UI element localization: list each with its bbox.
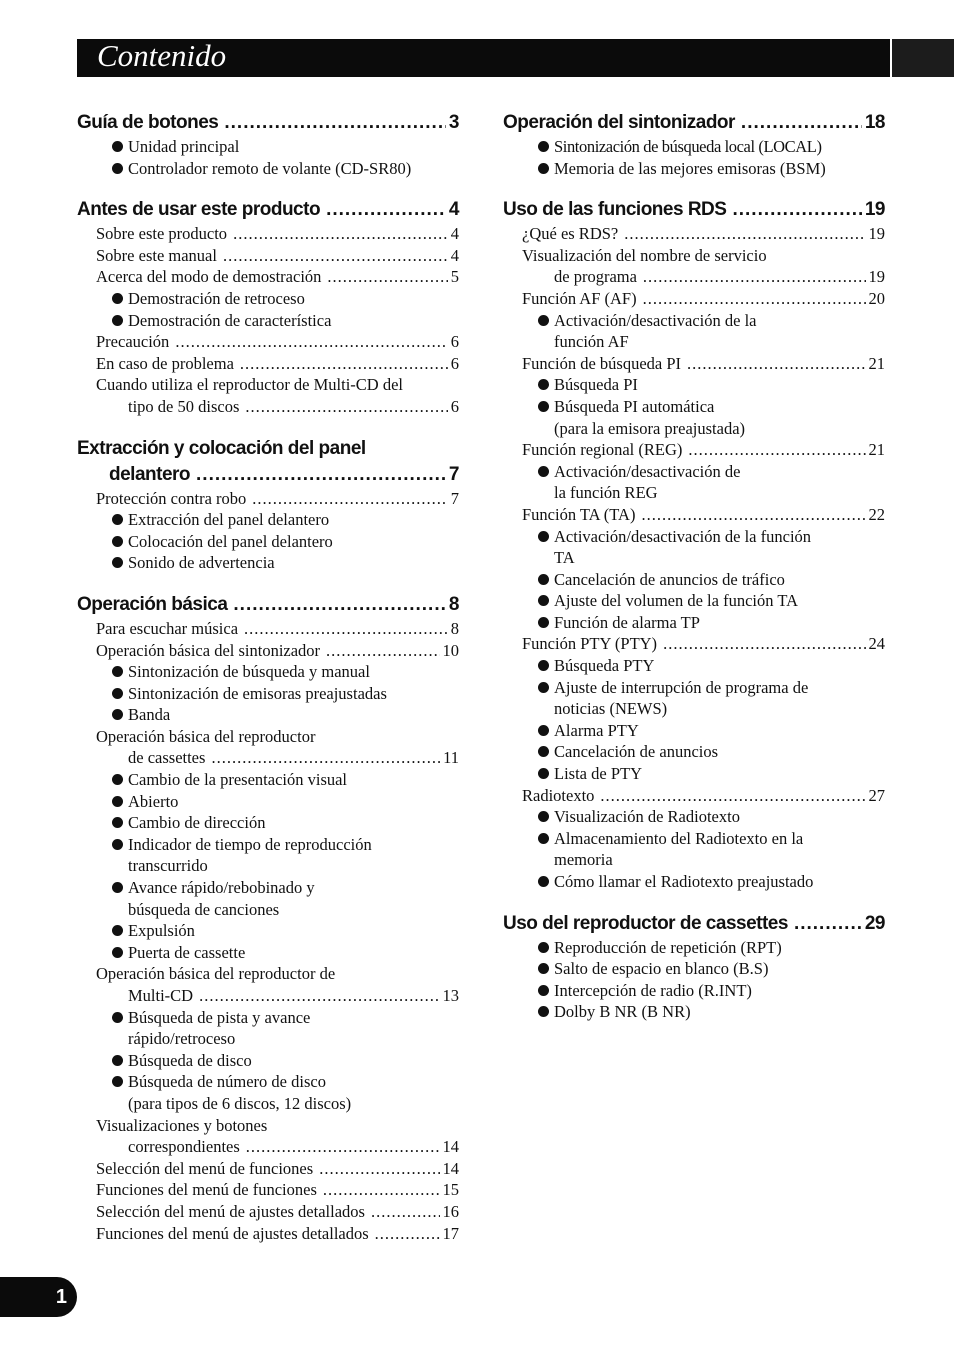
- bullet-label: Abierto: [128, 791, 179, 811]
- bullet-icon: [538, 876, 549, 887]
- bullet-icon: [112, 315, 123, 326]
- bullet-label: Cambio de la presentación visual: [128, 770, 348, 790]
- toc-section-extraccion[interactable]: [77, 462, 459, 488]
- toc-bullet-item[interactable]: [503, 720, 885, 742]
- dot-leader: [687, 353, 865, 375]
- toc-section-operacion-basica[interactable]: [77, 592, 459, 618]
- bullet-label: Búsqueda de número de disco: [128, 1072, 326, 1092]
- bullet-label: Demostración de característica: [128, 310, 332, 330]
- dot-leader: [233, 223, 448, 245]
- toc-entry[interactable]: [77, 1136, 459, 1158]
- entry-label: Visualizaciones y botones: [96, 1115, 268, 1135]
- toc-bullet-item[interactable]: [77, 704, 459, 726]
- dot-leader: [233, 592, 446, 618]
- toc-bullet-item[interactable]: [77, 812, 459, 834]
- toc-entry[interactable]: [77, 488, 459, 510]
- toc-section-antes-de-usar[interactable]: [77, 197, 459, 223]
- bullet-icon: [112, 163, 123, 174]
- entry-label: Operación básica del sintonizador: [96, 640, 321, 660]
- toc-bullet-item[interactable]: [77, 310, 459, 332]
- toc-section-guia-botones[interactable]: [77, 110, 459, 136]
- toc-bullet-item[interactable]: [503, 763, 885, 785]
- bullet-label: Ajuste del volumen de la función TA: [554, 591, 798, 611]
- dot-leader: [196, 462, 446, 488]
- toc-bullet-item[interactable]: [77, 136, 459, 158]
- bullet-icon: [538, 746, 549, 757]
- bullet-label: Unidad principal: [128, 137, 240, 156]
- toc-bullet-item[interactable]: [503, 590, 885, 612]
- bullet-icon: [112, 839, 123, 850]
- bullet-icon: [538, 811, 549, 822]
- entry-label: En caso de problema: [96, 353, 234, 373]
- entry-page: 15: [442, 1180, 459, 1200]
- dot-leader: [643, 266, 866, 288]
- bullet-icon: [538, 985, 549, 996]
- toc-entry[interactable]: [503, 633, 885, 655]
- section-page: 7: [448, 463, 459, 485]
- section-page: 4: [448, 199, 459, 221]
- dot-leader: [319, 1158, 439, 1180]
- dot-leader: [371, 1201, 440, 1223]
- entry-page: 27: [868, 785, 885, 805]
- bullet-icon: [112, 796, 123, 807]
- entry-page: 5: [450, 267, 459, 287]
- bullet-label: Sonido de advertencia: [128, 553, 275, 573]
- bullet-icon: [538, 315, 549, 326]
- toc-entry[interactable]: [77, 747, 459, 769]
- entry-label: de programa: [554, 267, 637, 287]
- bullet-icon: [112, 709, 123, 720]
- section-page: 29: [864, 912, 885, 934]
- bullet-icon: [112, 688, 123, 699]
- bullet-label: Sintonización de búsqueda local (LOCAL): [554, 137, 822, 156]
- entry-label: Función TA (TA): [522, 504, 636, 524]
- section-title: Uso del reproductor de cassettes: [503, 912, 788, 934]
- bullet-icon: [538, 141, 549, 152]
- bullet-icon: [112, 141, 123, 152]
- bullet-label: Activación/desactivación de la función: [554, 526, 812, 546]
- bullet-label: Expulsión: [128, 921, 195, 941]
- toc-bullet-item[interactable]: [77, 683, 459, 705]
- toc-entry-line[interactable]: [77, 963, 459, 985]
- bullet-icon: [112, 1012, 123, 1023]
- dot-leader: [641, 504, 865, 526]
- dot-leader: [240, 353, 448, 375]
- bullet-label: Extracción del panel delantero: [128, 510, 330, 530]
- bullet-label: Salto de espacio en blanco (B.S): [554, 959, 769, 979]
- page-title: Contenido: [97, 38, 227, 73]
- toc-bullet-item[interactable]: [503, 526, 885, 548]
- bullet-continuation: noticias (NEWS): [554, 699, 668, 719]
- entry-page: 4: [450, 245, 459, 265]
- toc-entry[interactable]: [77, 353, 459, 375]
- entry-label: Función de búsqueda PI: [522, 353, 682, 373]
- entry-label: de cassettes: [128, 748, 206, 768]
- toc-right-column: [503, 110, 885, 1023]
- bullet-continuation: (para la emisora preajustada): [554, 418, 746, 438]
- bullet-icon: [538, 768, 549, 779]
- entry-page: 21: [868, 440, 885, 460]
- toc-bullet-item[interactable]: [77, 834, 459, 856]
- bullet-label: Colocación del panel delantero: [128, 531, 333, 551]
- bullet-icon: [538, 833, 549, 844]
- entry-page: 11: [443, 748, 459, 768]
- toc-bullet-item[interactable]: [503, 310, 885, 332]
- toc-bullet-item[interactable]: [503, 655, 885, 677]
- title-bar-tab: [892, 39, 954, 77]
- toc-bullet-item[interactable]: [503, 612, 885, 634]
- dot-leader: [245, 396, 447, 418]
- bullet-continuation: la función REG: [554, 483, 658, 503]
- bullet-icon: [538, 942, 549, 953]
- section-title: Uso de las funciones RDS: [503, 199, 727, 221]
- toc-entry[interactable]: [77, 223, 459, 245]
- section-title: Antes de usar este producto: [77, 199, 321, 221]
- toc-entry[interactable]: [503, 266, 885, 288]
- dot-leader: [741, 110, 862, 136]
- toc-bullet-item[interactable]: [503, 569, 885, 591]
- toc-bullet-item[interactable]: [77, 769, 459, 791]
- bullet-label: Búsqueda PTY: [554, 656, 655, 676]
- toc-bullet-item[interactable]: [77, 920, 459, 942]
- toc-entry[interactable]: [503, 439, 885, 461]
- section-title: Operación básica: [77, 593, 228, 615]
- entry-page: 4: [450, 224, 459, 244]
- dot-leader: [246, 1136, 440, 1158]
- bullet-icon: [112, 1076, 123, 1087]
- toc-entry[interactable]: [77, 266, 459, 288]
- bullet-label: Búsqueda PI automática: [554, 396, 715, 416]
- bullet-continuation: rápido/retroceso: [128, 1029, 236, 1049]
- bullet-label: Ajuste de interrupción de programa de: [554, 677, 809, 697]
- entry-label: Operación básica del reproductor de: [96, 964, 336, 984]
- dot-leader: [663, 633, 865, 655]
- dot-leader: [323, 1179, 440, 1201]
- toc-entry[interactable]: [77, 1158, 459, 1180]
- bullet-icon: [538, 682, 549, 693]
- entry-label: Selección del menú de ajustes detallados: [96, 1201, 365, 1221]
- toc-entry[interactable]: [77, 245, 459, 267]
- toc-entry-line[interactable]: [77, 1115, 459, 1137]
- page-number: 1: [55, 1286, 67, 1308]
- toc-section-cassettes[interactable]: [503, 911, 885, 937]
- bullet-label: Controlador remoto de volante (CD-SR80): [128, 158, 412, 178]
- entry-label: Función AF (AF): [522, 288, 637, 308]
- bullet-icon: [112, 882, 123, 893]
- toc-section-extraccion-title[interactable]: [77, 436, 459, 462]
- toc-entry[interactable]: [503, 353, 885, 375]
- bullet-continuation: función AF: [554, 332, 629, 352]
- entry-page: 14: [442, 1158, 459, 1178]
- toc-bullet-item[interactable]: [503, 806, 885, 828]
- section-page: 19: [864, 199, 885, 221]
- toc-bullet-item[interactable]: [503, 958, 885, 980]
- bullet-icon: [538, 963, 549, 974]
- section-title-cont: delantero: [109, 463, 191, 485]
- entry-label: Sobre este producto: [96, 224, 228, 244]
- toc-bullet-item[interactable]: [503, 136, 885, 158]
- dot-leader: [794, 911, 862, 937]
- bullet-icon: [538, 1006, 549, 1017]
- dot-leader: [688, 439, 865, 461]
- toc-bullet-item[interactable]: [503, 374, 885, 396]
- bullet-icon: [112, 817, 123, 828]
- bullet-label: Activación/desactivación de la: [554, 310, 757, 330]
- bullet-label: Almacenamiento del Radiotexto en la: [554, 828, 804, 848]
- bullet-label: Búsqueda PI: [554, 375, 638, 395]
- dot-leader: [199, 985, 439, 1007]
- bullet-icon: [112, 666, 123, 677]
- toc-entry-line[interactable]: [503, 245, 885, 267]
- section-page: 8: [448, 593, 459, 615]
- toc-entry[interactable]: [77, 331, 459, 353]
- section-page: 3: [448, 112, 459, 133]
- toc-entry[interactable]: [77, 1201, 459, 1223]
- dot-leader: [326, 197, 446, 223]
- entry-label: Función PTY (PTY): [522, 634, 658, 654]
- bullet-continuation: memoria: [554, 850, 613, 870]
- entry-label: Sobre este manual: [96, 245, 217, 265]
- toc-bullet-item[interactable]: [77, 791, 459, 813]
- bullet-icon: [538, 466, 549, 477]
- toc-bullet-item[interactable]: [77, 509, 459, 531]
- toc-entry[interactable]: [77, 618, 459, 640]
- bullet-label: Función de alarma TP: [554, 612, 700, 632]
- dot-leader: [375, 1223, 440, 1245]
- dot-leader: [175, 331, 447, 353]
- bullet-label: Activación/desactivación de: [554, 461, 741, 481]
- dot-leader: [326, 640, 439, 662]
- entry-label: Selección del menú de funciones: [96, 1158, 314, 1178]
- toc-entry[interactable]: [77, 1179, 459, 1201]
- toc-bullet-item[interactable]: [503, 396, 885, 418]
- entry-label: Cuando utiliza el reproductor de Multi-CD del: [96, 375, 404, 395]
- bullet-label: Demostración de retroceso: [128, 288, 305, 308]
- toc-entry-line[interactable]: [77, 374, 459, 396]
- entry-label: Protección contra robo: [96, 488, 247, 508]
- toc-bullet-item[interactable]: [503, 1001, 885, 1023]
- entry-label: Acerca del modo de demostración: [96, 267, 322, 287]
- bullet-continuation: TA: [554, 548, 575, 568]
- entry-label: Precaución: [96, 332, 170, 352]
- entry-label: Multi-CD: [128, 986, 194, 1005]
- dot-leader: [252, 488, 447, 510]
- bullet-icon: [112, 293, 123, 304]
- entry-label: Radiotexto: [522, 785, 595, 805]
- bullet-icon: [538, 401, 549, 412]
- bullet-label: Cómo llamar el Radiotexto preajustado: [554, 872, 814, 891]
- toc-bullet-item[interactable]: [503, 158, 885, 180]
- entry-label: ¿Qué es RDS?: [522, 224, 619, 244]
- toc-left-column: [77, 110, 459, 1244]
- bullet-icon: [112, 536, 123, 547]
- bullet-icon: [112, 557, 123, 568]
- dot-leader: [600, 785, 865, 807]
- dot-leader: [643, 288, 866, 310]
- bullet-label: Cambio de dirección: [128, 813, 266, 833]
- bullet-label: Cancelación de anuncios: [554, 742, 719, 762]
- bullet-icon: [112, 925, 123, 936]
- bullet-icon: [112, 947, 123, 958]
- entry-label: Visualización del nombre de servicio: [522, 245, 767, 265]
- bullet-icon: [538, 163, 549, 174]
- toc-entry[interactable]: [503, 785, 885, 807]
- bullet-label: Puerta de cassette: [128, 942, 246, 962]
- bullet-icon: [538, 531, 549, 542]
- toc-bullet-item[interactable]: [503, 677, 885, 699]
- bullet-label: Búsqueda de disco: [128, 1050, 252, 1070]
- toc-entry[interactable]: [77, 985, 459, 1007]
- bullet-label: Sintonización de búsqueda y manual: [128, 662, 370, 682]
- bullet-icon: [538, 595, 549, 606]
- bullet-icon: [538, 660, 549, 671]
- bullet-label: Intercepción de radio (R.INT): [554, 980, 752, 1000]
- toc-bullet-item[interactable]: [503, 871, 885, 893]
- entry-label: Operación básica del reproductor: [96, 726, 316, 746]
- bullet-continuation: búsqueda de canciones: [128, 899, 280, 919]
- toc-bullet-item[interactable]: [77, 877, 459, 899]
- section-title: Guía de botones: [77, 112, 219, 133]
- bullet-icon: [538, 617, 549, 628]
- toc-bullet-item[interactable]: [77, 158, 459, 180]
- entry-page: 16: [442, 1201, 459, 1221]
- section-title: Extracción y colocación del panel: [77, 437, 366, 459]
- toc-bullet-item[interactable]: [503, 828, 885, 850]
- bullet-continuation: transcurrido: [128, 856, 208, 876]
- entry-page: 19: [868, 267, 885, 287]
- section-title: Operación del sintonizador: [503, 112, 735, 133]
- toc-entry-line[interactable]: [77, 726, 459, 748]
- dot-leader: [223, 245, 448, 267]
- bullet-label: Banda: [128, 705, 171, 725]
- toc-bullet-item[interactable]: [503, 937, 885, 959]
- toc-bullet-item[interactable]: [77, 1050, 459, 1072]
- entry-page: 24: [868, 634, 885, 654]
- entry-page: 17: [442, 1223, 459, 1243]
- bullet-label: Avance rápido/rebobinado y: [128, 878, 315, 898]
- dot-leader: [224, 110, 446, 136]
- bullet-label: Cancelación de anuncios de tráfico: [554, 569, 785, 589]
- entry-page: 20: [868, 288, 885, 308]
- toc-bullet-item[interactable]: [77, 1007, 459, 1029]
- bullet-label: Visualización de Radiotexto: [554, 807, 740, 827]
- toc-entry[interactable]: [77, 1223, 459, 1245]
- entry-page: 21: [868, 353, 885, 373]
- entry-label: tipo de 50 discos: [128, 396, 240, 416]
- toc-bullet-item[interactable]: [503, 980, 885, 1002]
- bullet-icon: [112, 1055, 123, 1066]
- entry-label: Funciones del menú de ajustes detallados: [96, 1223, 369, 1243]
- entry-page: 6: [450, 332, 459, 352]
- toc-bullet-item[interactable]: [77, 661, 459, 683]
- entry-label: Función regional (REG): [522, 440, 683, 460]
- entry-page: 6: [450, 396, 459, 416]
- toc-section-rds[interactable]: [503, 197, 885, 223]
- toc-entry[interactable]: [77, 640, 459, 662]
- bullet-label: Alarma PTY: [554, 720, 639, 740]
- toc-bullet-item[interactable]: [503, 741, 885, 763]
- page-number-tab: [0, 1277, 77, 1317]
- bullet-label: Lista de PTY: [554, 764, 642, 784]
- bullet-icon: [538, 574, 549, 585]
- toc-bullet-item[interactable]: [77, 531, 459, 553]
- toc-entry[interactable]: [503, 504, 885, 526]
- entry-page: 8: [450, 618, 459, 638]
- bullet-icon: [538, 379, 549, 390]
- entry-page: 13: [442, 986, 459, 1005]
- dot-leader: [327, 266, 447, 288]
- toc-bullet-item[interactable]: [503, 461, 885, 483]
- entry-label: Funciones del menú de funciones: [96, 1180, 317, 1200]
- entry-page: 10: [442, 640, 459, 660]
- toc-entry[interactable]: [77, 396, 459, 418]
- bullet-icon: [112, 514, 123, 525]
- toc-section-sintonizador[interactable]: [503, 110, 885, 136]
- entry-page: 7: [450, 488, 459, 508]
- dot-leader: [211, 747, 440, 769]
- entry-page: 22: [868, 504, 885, 524]
- dot-leader: [624, 223, 865, 245]
- entry-page: 19: [868, 224, 885, 244]
- bullet-label: Sintonización de emisoras preajustadas: [128, 683, 387, 703]
- toc-bullet-item[interactable]: [77, 942, 459, 964]
- bullet-label: Memoria de las mejores emisoras (BSM): [554, 158, 826, 178]
- entry-label: Para escuchar música: [96, 618, 239, 638]
- toc-bullet-item[interactable]: [77, 552, 459, 574]
- bullet-label: Indicador de tiempo de reproducción: [128, 834, 372, 854]
- toc-entry[interactable]: [503, 223, 885, 245]
- dot-leader: [732, 197, 861, 223]
- bullet-label: Dolby B NR (B NR): [554, 1002, 691, 1022]
- section-page: 18: [864, 112, 885, 133]
- bullet-label: Reproducción de repetición (RPT): [554, 937, 782, 957]
- toc-entry[interactable]: [503, 288, 885, 310]
- bullet-icon: [538, 725, 549, 736]
- bullet-icon: [112, 774, 123, 785]
- toc-bullet-item[interactable]: [77, 1071, 459, 1093]
- dot-leader: [244, 618, 448, 640]
- entry-page: 14: [442, 1137, 459, 1157]
- entry-label: correspondientes: [128, 1137, 240, 1157]
- bullet-continuation: (para tipos de 6 discos, 12 discos): [128, 1093, 352, 1113]
- bullet-label: Búsqueda de pista y avance: [128, 1007, 311, 1027]
- toc-bullet-item[interactable]: [77, 288, 459, 310]
- entry-page: 6: [450, 353, 459, 373]
